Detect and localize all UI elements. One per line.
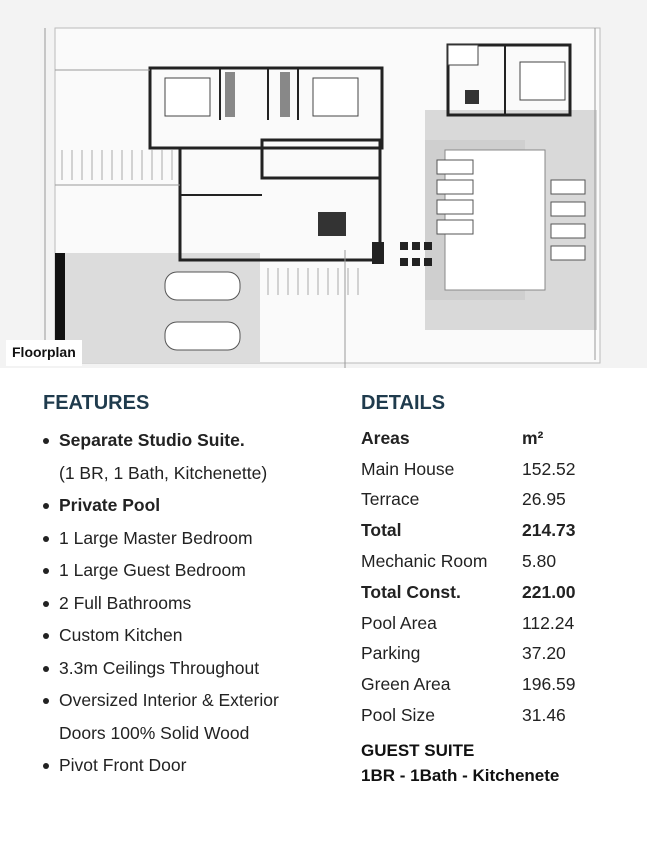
feature-item: 1 Large Guest Bedroom <box>42 554 342 587</box>
details-row-value: 112.24 <box>522 612 575 633</box>
details-row <box>361 639 576 670</box>
details-row-label: Total <box>361 520 402 541</box>
unit-header: m² <box>522 427 544 448</box>
details-row-value: 196.59 <box>522 674 576 695</box>
feature-item: (1 BR, 1 Bath, Kitchenette) <box>59 462 268 483</box>
details-row-value: 5.80 <box>522 551 557 572</box>
feature-item: Pivot Front Door <box>42 749 342 782</box>
details-row <box>361 669 576 700</box>
details-row-label: Total Const. <box>361 581 461 602</box>
feature-item: Custom Kitchen <box>42 619 342 652</box>
details-row <box>361 608 576 639</box>
areas-header: Areas <box>361 427 410 448</box>
feature-item: 3.3m Ceilings Throughout <box>42 652 342 685</box>
details-row-label: Terrace <box>361 489 420 510</box>
guest-suite-title: GUEST SUITE <box>361 741 475 760</box>
details-row <box>361 485 576 516</box>
details-row-value: 31.46 <box>522 705 566 726</box>
details-row-label: Pool Area <box>361 612 437 633</box>
details-row-value: 214.73 <box>522 520 576 541</box>
details-title: DETAILS <box>361 392 446 414</box>
features-title: FEATURES <box>43 392 150 414</box>
feature-item: Doors 100% Solid Wood <box>59 722 250 743</box>
details-row <box>361 577 576 608</box>
details-row-label: Pool Size <box>361 705 435 726</box>
guest-suite-subtitle: 1BR - 1Bath - Kitchenete <box>361 766 560 785</box>
details-table <box>361 423 576 731</box>
details-row-label: Mechanic Room <box>361 551 488 572</box>
floorplan-image <box>0 0 647 368</box>
details-row-label: Main House <box>361 458 455 479</box>
guest-suite-block <box>361 738 559 788</box>
feature-item: 1 Large Master Bedroom <box>42 522 342 555</box>
details-header-row <box>361 423 576 454</box>
details-row-value: 152.52 <box>522 458 576 479</box>
features-list <box>42 424 342 782</box>
details-row-label: Green Area <box>361 674 451 695</box>
details-row <box>361 700 576 731</box>
feature-item: Oversized Interior & Exterior <box>42 684 342 717</box>
details-row-value: 37.20 <box>522 643 566 664</box>
feature-item: Separate Studio Suite. <box>42 424 342 457</box>
details-row <box>361 546 576 577</box>
floorplan-drawing <box>0 0 647 368</box>
feature-item: Private Pool <box>42 489 342 522</box>
details-row-label: Parking <box>361 643 421 664</box>
details-row-value: 26.95 <box>522 489 566 510</box>
details-row-value: 221.00 <box>522 581 576 602</box>
details-row <box>361 454 576 485</box>
details-row <box>361 515 576 546</box>
floorplan-label: Floorplan <box>6 340 82 366</box>
feature-item: 2 Full Bathrooms <box>42 587 342 620</box>
